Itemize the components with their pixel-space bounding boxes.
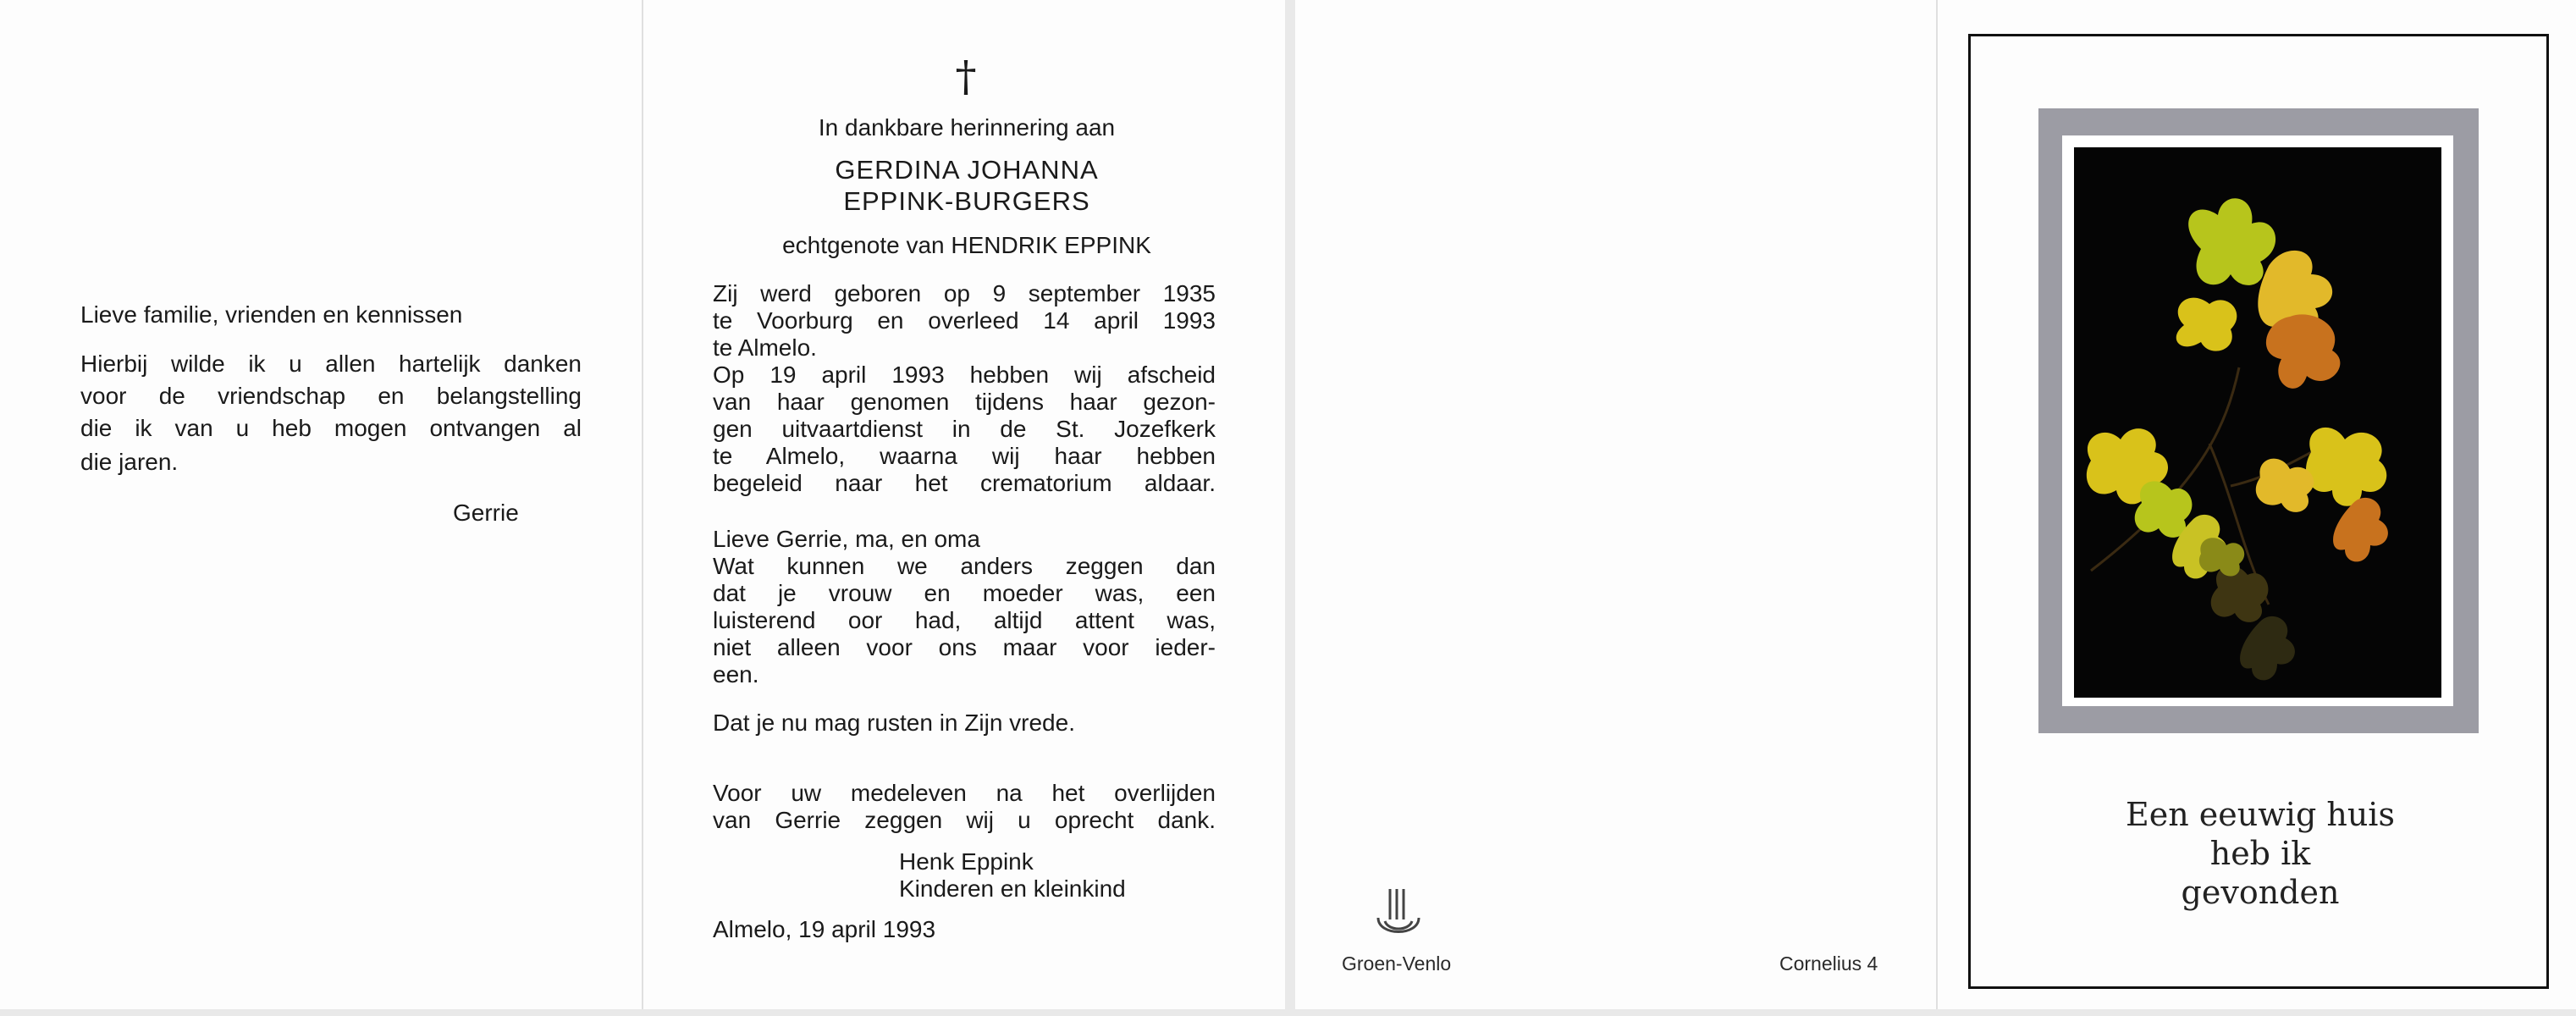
cross-icon: †	[955, 52, 977, 101]
thanks-line-1: Hierbij wilde ik u allen hartelijk danken	[80, 351, 582, 377]
place-date: Almelo, 19 april 1993	[713, 916, 936, 942]
tribute-line-3: luisterend oor had, altijd attent was,	[713, 607, 1216, 633]
tribute-line-5: een.	[713, 661, 759, 687]
deceased-name-line-1: GERDINA JOHANNA	[835, 155, 1099, 185]
thanks-line-4: die jaren.	[80, 449, 179, 475]
bio-line-3: te Almelo.	[713, 334, 817, 361]
bio-line-4: Op 19 april 1993 hebben wij afscheid	[713, 362, 1216, 388]
bio-line-8: begeleid naar het crematorium aldaar.	[713, 470, 1216, 496]
closing-thanks-line-2: van Gerrie zeggen wij u oprecht dank.	[713, 807, 1216, 833]
series-number: Cornelius 4	[1779, 952, 1878, 975]
spouse-line: echtgenote van HENDRIK EPPINK	[782, 232, 1151, 258]
verse-line-1: Een eeuwig huis	[2126, 796, 2395, 833]
tribute-heading: Lieve Gerrie, ma, en oma	[713, 526, 980, 552]
publisher-name: Groen-Venlo	[1342, 952, 1452, 975]
signed-by-line-2: Kinderen en kleinkind	[899, 875, 1126, 902]
tribute-line-4: niet alleen voor ons maar voor ieder-	[713, 634, 1216, 660]
fold-line	[642, 0, 643, 1009]
closing-thanks-line-1: Voor uw medeleven na het overlijden	[713, 780, 1216, 806]
signature: Gerrie	[453, 500, 519, 526]
bio-line-6: gen uitvaartdienst in de St. Jozefkerk	[713, 416, 1216, 442]
greeting: Lieve familie, vrienden en kennissen	[80, 301, 463, 328]
verse-line-3: gevonden	[2181, 874, 2340, 911]
bio-line-7: te Almelo, waarna wij haar hebben	[713, 443, 1216, 469]
intro-line: In dankbare herinnering aan	[818, 114, 1116, 141]
inner-spread	[0, 0, 1285, 1009]
bio-line-5: van haar genomen tijdens haar gezon-	[713, 389, 1216, 415]
tribute-line-1: Wat kunnen we anders zeggen dan	[713, 553, 1216, 579]
signed-by-line-1: Henk Eppink	[899, 848, 1034, 875]
thanks-line-3: die ik van u heb mogen ontvangen al	[80, 415, 582, 441]
deceased-name-line-2: EPPINK-BURGERS	[843, 186, 1090, 216]
bio-line-1: Zij werd geboren op 9 september 1935	[713, 280, 1216, 306]
bio-line-2: te Voorburg en overleed 14 april 1993	[713, 307, 1216, 334]
fold-line	[1936, 0, 1938, 1009]
rest-line: Dat je nu mag rusten in Zijn vrede.	[713, 710, 1075, 736]
thanks-line-2: voor de vriendschap en belangstelling	[80, 383, 582, 409]
publisher-logo-icon	[1371, 884, 1426, 943]
tribute-line-2: dat je vrouw en moeder was, een	[713, 580, 1216, 606]
verse-line-2: heb ik	[2209, 835, 2311, 872]
oak-leaves-photo	[2074, 147, 2441, 698]
